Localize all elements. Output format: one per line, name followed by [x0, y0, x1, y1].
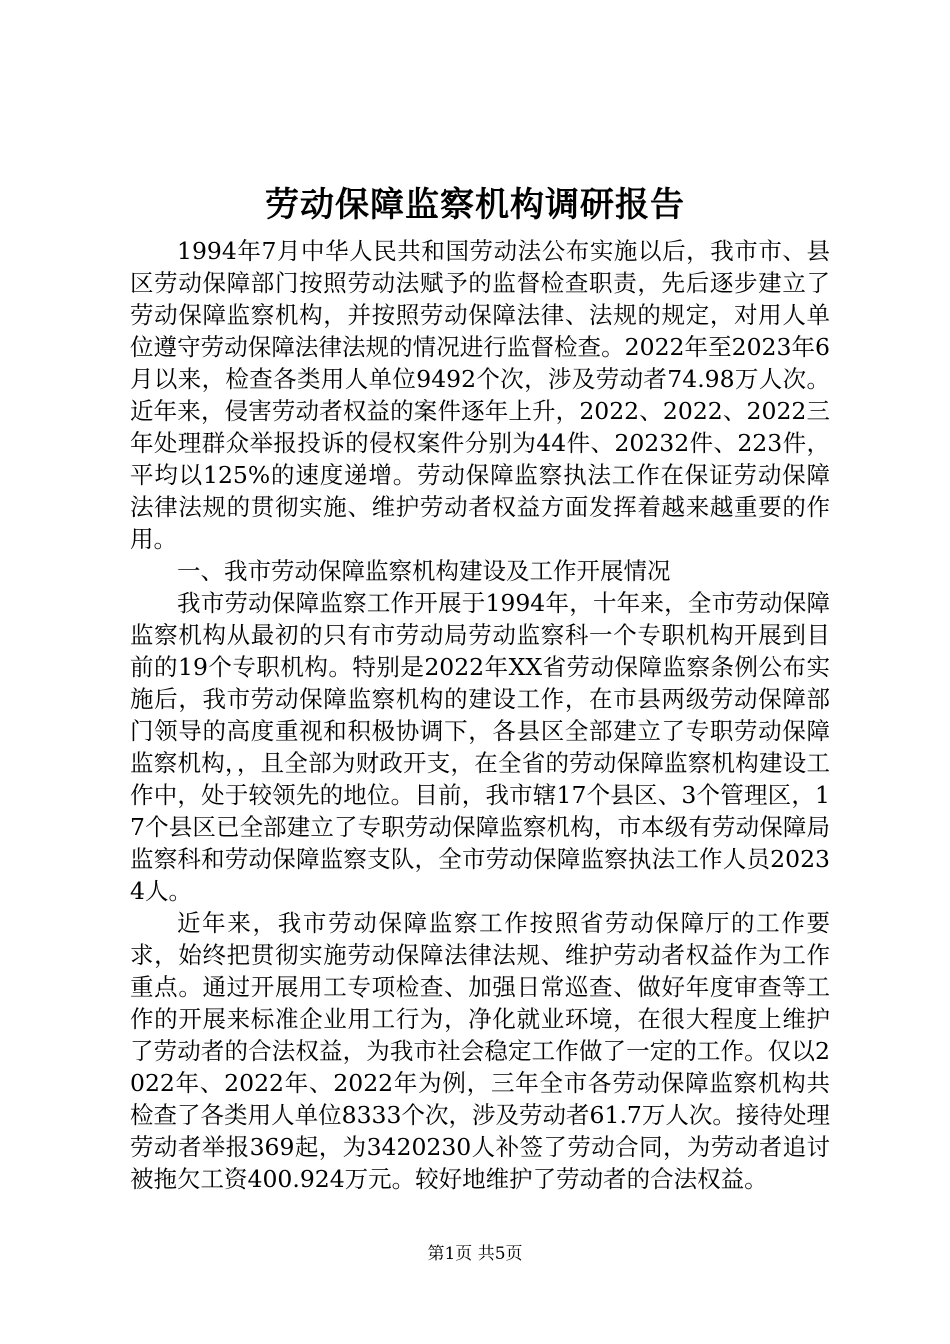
document-title: 劳动保障监察机构调研报告 — [265, 185, 685, 225]
body-paragraph-work: 近年来，我市劳动保障监察工作按照省劳动保障厅的工作要求，始终把贯彻实施劳动保障法律法规、维护劳动者权益作为工作重点。通过开展用工专项检查、加强日常巡查、做好年度审查等工作的开展来标准企业用工行为，净化就业环境，在很大程度上维护了劳动者的合法权益，为我市社会稳定工作做了一定的工作。仅以2022年、2022年、2022年为例，三年全市各劳动保障监察机构共检查了各类用人单位8333个次，涉及劳动者61.7万人次。接待处理劳动者举报369起，为3420230人补签了劳动合同，为劳动者追讨被拖欠工资400.924万元。较好地维护了劳动者的合法权益。 — [130, 909, 830, 1193]
body-paragraph-construction: 我市劳动保障监察工作开展于1994年，十年来，全市劳动保障监察机构从最初的只有市劳动局劳动监察科一个专职机构开展到目前的19个专职机构。特别是2022年XX省劳动保障监察条例公布实施后，我市劳动保障监察机构的建设工作，在市县两级劳动保障部门领导的高度重视和积极协调下，各县区全部建立了专职劳动保障监察机构，，且全部为财政开支，在全省的劳动保障监察机构建设工作中，处于较领先的地位。目前，我市辖17个县区、3个管理区，17个县区已全部建立了专职劳动保障监察机构，市本级有劳动保障局监察科和劳动保障监察支队，全市劳动保障监察执法工作人员20234人。 — [130, 589, 830, 905]
page-footer: 第1页 共5页 — [427, 1244, 523, 1264]
document-body — [130, 235, 830, 1195]
intro-paragraph: 1994年7月中华人民共和国劳动法公布实施以后，我市市、县区劳动保障部门按照劳动法赋予的监督检查职责，先后逐步建立了劳动保障监察机构，并按照劳动保障法律、法规的规定，对用人单位遵守劳动保障法律法规的情况进行监督检查。2022年至2023年6月以来，检查各类用人单位9492个次，涉及劳动者74.98万人次。近年来，侵害劳动者权益的案件逐年上升，2022、2022、2022三年处理群众举报投诉的侵权案件分别为44件、20232件、223件，平均以125%的速度递增。劳动保障监察执法工作在保证劳动保障法律法规的贯彻实施、维护劳动者权益方面发挥着越来越重要的作用。 — [130, 237, 830, 553]
section-heading: 一、我市劳动保障监察机构建设及工作开展情况 — [177, 557, 671, 585]
